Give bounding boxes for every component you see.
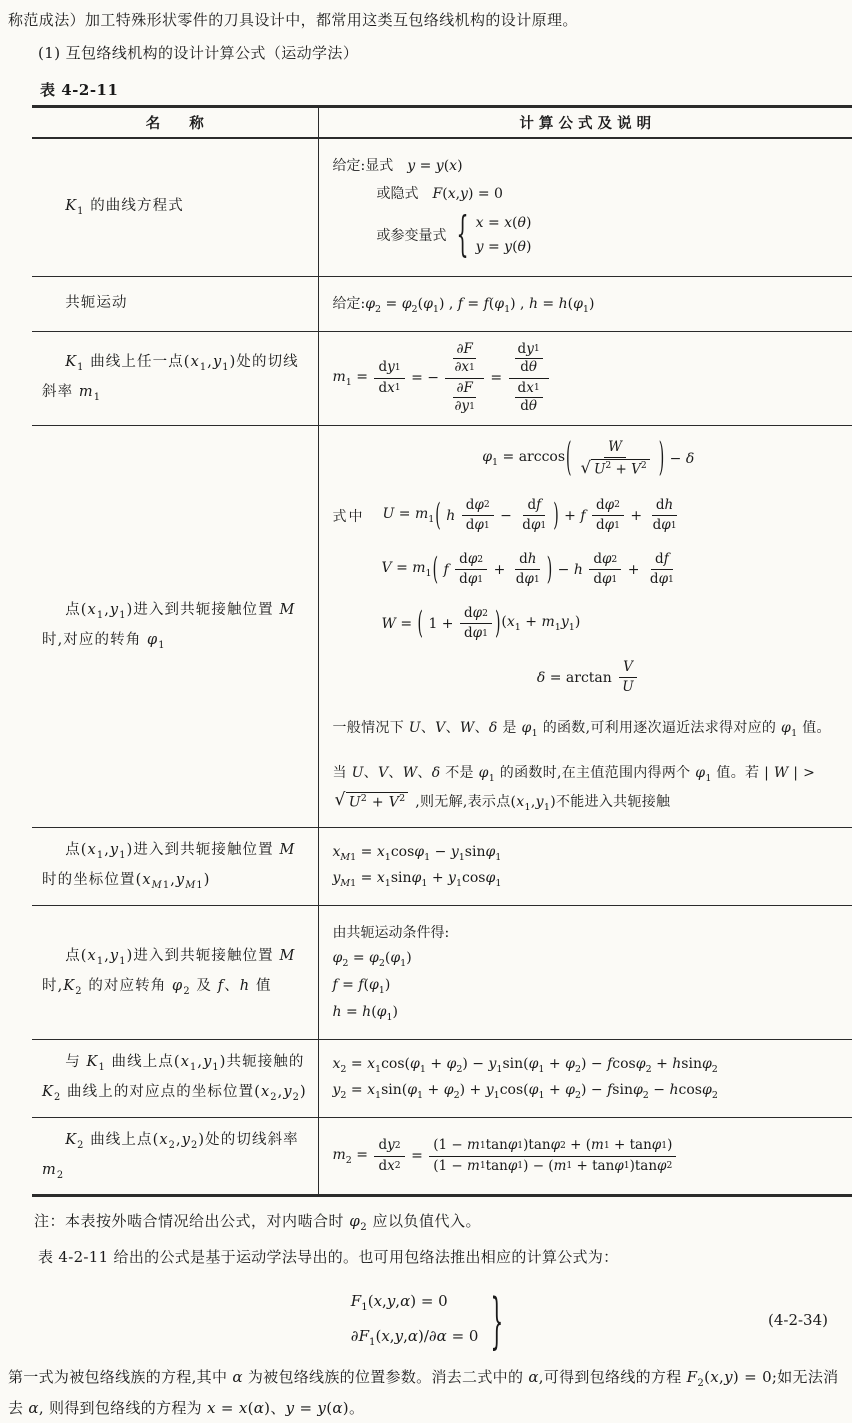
table-row-tangent-slope-m2 [32, 1118, 852, 1196]
explanation-text: 当 U、V、W、δ 不是 $\varphi_1$ 的函数时,在主值范围内得两个 $\varphi_1$ 值。若 | W | > √ $U^2 + V^2$ ,则无解,表示点$(x_1,y_1)$不能进入共轭接触 [332, 764, 816, 813]
formula-line: x = x(θ) [475, 214, 532, 231]
table-row-curve-equation [32, 138, 852, 277]
formula-delta: δ = arctan $\frac{V}{U}$ [537, 658, 640, 698]
table-row-phi2-f-h [32, 906, 852, 1039]
formula-line [333, 496, 845, 536]
formula-line: $x_2 = x_1\cos(\varphi_1 + \varphi_2) - y_1\sin(\varphi_1 + \varphi_2) - fcos\varphi_2 + hsin\varphi_2$ [332, 1055, 718, 1075]
row-label: 共轭运动 [65, 294, 128, 311]
row-label: $K_2$ 曲线上点$(x_2,y_2)$处的切线斜率 $m_2$ [42, 1132, 299, 1182]
formula-line [382, 550, 845, 590]
table-header-row [32, 106, 852, 138]
right-brace: } [490, 1284, 504, 1357]
header-name-cell: 名 称 [32, 106, 318, 138]
table-caption: 表 4-2-11 [40, 80, 119, 99]
equation-line: $\partial F_1(x,y,\alpha)/\partial\alpha = 0$ [350, 1327, 479, 1349]
parametric-label: 或参变量式 [376, 228, 447, 245]
parametric-equations [476, 211, 532, 260]
row-label: $K_1$ 曲线上任一点$(x_1,y_1)$处的切线斜率 $m_1$ [42, 354, 299, 404]
table-row-conjugate-motion [32, 276, 852, 331]
formula-line: 给定$:\varphi_2 = \varphi_2(\varphi_1)$ , $f = f(\varphi_1)$ , $h = h(\varphi_1)$ [332, 295, 595, 315]
table-row-phi1 [32, 425, 852, 827]
formula-line: $y_2 = x_1\sin(\varphi_1 + \varphi_2) + y_1\cos(\varphi_1 + \varphi_2) - fsin\varphi_2 - hcos\varphi_2$ [332, 1082, 718, 1102]
body-paragraph: 第一式为被包络线族的方程,其中 α 为被包络线族的位置参数。消去二式中的 α,可得到包络线的方程 $F_2(x,y) = 0$;如无法消去 α, 则得到包络线的方程为 x = x(α)、y = y(α)。 [8, 1368, 839, 1418]
formula-line: 或隐式 F(x,y) = 0 [376, 185, 503, 202]
formula-line: 由共轭运动条件得: [332, 925, 450, 942]
formula-line [333, 438, 845, 480]
header-formula-cell: 计 算 公 式 及 说 明 [318, 106, 852, 138]
formula-line: $x_{M1} = x_1\cos\varphi_1 - y_1\sin\varphi_1$ [332, 843, 502, 863]
table-row-k2-coordinates [32, 1039, 852, 1118]
table-row-tangent-slope-m1 [32, 331, 852, 425]
formula-U: $U = m_1$ ( h d φ 2 d φ 1 − d f d φ 1 ) + f d φ 2 d φ 1 + d h d φ 1 [382, 496, 677, 534]
formula-line [382, 604, 845, 644]
row-label: 点$(x_1,y_1)$进入到共轭接触位置 M 时的坐标位置$(x_{M1},y_{M1})$ [42, 842, 296, 892]
formula-m1: $m_1$ = d y 1 d x 1 = − ∂ F ∂ x 1 ∂ F ∂ y 1 = d y 1 d θ d x 1 d θ [333, 340, 551, 417]
table-note: 注：本表按外啮合情况给出公式，对内啮合时 $\varphi_2$ 应以负值代入。 [34, 1212, 482, 1234]
intro-paragraph: 称范成法）加工特殊形状零件的刀具设计中，都常用这类互包络线机构的设计原理。 [8, 11, 578, 29]
formula-W: W = ( 1 + d φ 2 d φ 1 ) $(x_1 + m_1y_1)$ [381, 604, 581, 642]
formula-table [32, 105, 852, 1198]
formula-m2: $m_2$ = d y 2 d x 2 = (1 − m 1 tan φ 1 )tan φ 2 + ( m 1 + tan φ 1 ) (1 − m 1 tan φ 1 ) − ( m 1 + tan φ 1 )tan φ 2 [333, 1136, 679, 1176]
formula-line: $y_{M1} = x_1\sin\varphi_1 + y_1\cos\varphi_1$ [332, 870, 502, 890]
row-label: $K_1$ 的曲线方程式 [65, 198, 184, 218]
where-label: 式中 [332, 508, 365, 525]
equation-line: $F_1(x,y,\alpha) = 0$ [350, 1292, 448, 1314]
explanation-text: 一般情况下 U、V、W、δ 是 $\varphi_1$ 的函数,可利用逐次逼近法求得对应的 $\varphi_1$ 值。 [332, 720, 831, 739]
formula-line: $h = h(\varphi_1)$ [332, 1003, 399, 1023]
formula-phi1: $\varphi_1 = \arccos$ ( W √ $U^2 + V^2$ ) − δ [482, 436, 695, 482]
formula-V: $V = m_1$ ( f d φ 2 d φ 1 + d h d φ 1 ) − h d φ 2 d φ 1 + d f d φ 1 [381, 550, 674, 588]
formula-line: $\varphi_2 = \varphi_2(\varphi_1)$ [332, 950, 412, 969]
left-brace: { [456, 207, 469, 263]
formula-line: y = y(θ) [475, 239, 532, 256]
body-paragraph: 表 4-2-11 给出的公式是基于运动学法导出的。也可用包络法推出相应的计算公式为： [38, 1248, 619, 1267]
table-row-contact-coordinates [32, 827, 852, 906]
formula-line [376, 207, 845, 263]
section-item-heading: (1) 互包络线机构的设计计算公式（运动学法） [38, 43, 359, 62]
equation-stack [351, 1285, 479, 1355]
formula-line [333, 658, 845, 698]
formula-line: $f = f(\varphi_1)$ [332, 976, 391, 996]
row-label: 与 $K_1$ 曲线上点$(x_1,y_1)$共轭接触的 $K_2$ 曲线上的对应点的坐标位置$(x_2,y_2)$ [42, 1054, 307, 1104]
row-label: 点$(x_1,y_1)$进入到共轭接触位置 M 时$,K_2$ 的对应转角 $\varphi_2$ 及 f、h 值 [42, 948, 296, 998]
equation-number: (4-2-34) [767, 1311, 828, 1330]
row-label: 点$(x_1,y_1)$进入到共轭接触位置 M 时,对应的转角 $\varphi_1$ [42, 602, 296, 652]
equation-4-2-34 [8, 1285, 846, 1355]
formula-line: 给定:显式 y = y(x) [332, 157, 463, 174]
